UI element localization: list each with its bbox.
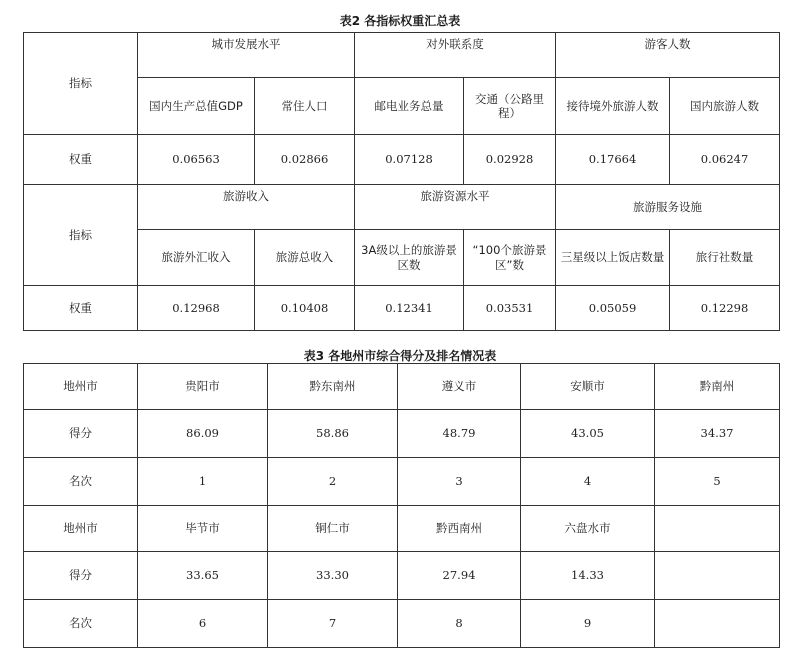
table2-sub-row bbox=[24, 78, 780, 135]
table2-title: 表2 各指标权重汇总表 bbox=[339, 14, 461, 28]
rank-row bbox=[24, 600, 780, 648]
score-value: 34.37 bbox=[655, 410, 780, 458]
rank-value: 7 bbox=[268, 600, 398, 648]
score-row bbox=[24, 410, 780, 458]
score-value bbox=[655, 552, 780, 600]
sub-header: 旅行社数量 bbox=[670, 230, 780, 286]
weight-value: 0.06563 bbox=[138, 135, 255, 185]
sub-header: 旅游外汇收入 bbox=[138, 230, 255, 286]
rank-value: 3 bbox=[398, 458, 521, 506]
indicator-label: 指标 bbox=[24, 185, 138, 286]
city-name: 黔西南州 bbox=[398, 506, 521, 552]
sub-header: 国内旅游人数 bbox=[670, 78, 780, 135]
rank-value bbox=[655, 600, 780, 648]
table2-weight-row bbox=[24, 135, 780, 185]
rank-value: 9 bbox=[521, 600, 655, 648]
sub-header: 三星级以上饭店数量 bbox=[556, 230, 670, 286]
weight-value: 0.06247 bbox=[670, 135, 780, 185]
rank-value: 4 bbox=[521, 458, 655, 506]
score-value: 27.94 bbox=[398, 552, 521, 600]
weight-value: 0.12341 bbox=[355, 286, 464, 331]
weight-value: 0.07128 bbox=[355, 135, 464, 185]
city-name: 毕节市 bbox=[138, 506, 268, 552]
city-name: 铜仁市 bbox=[268, 506, 398, 552]
group-header: 对外联系度 bbox=[355, 33, 556, 78]
rank-value: 2 bbox=[268, 458, 398, 506]
score-value: 33.30 bbox=[268, 552, 398, 600]
sub-header: “100个旅游景区”数 bbox=[464, 230, 556, 286]
weight-label: 权重 bbox=[24, 286, 138, 331]
weights-table bbox=[23, 32, 780, 331]
group-header: 旅游资源水平 bbox=[355, 185, 556, 230]
weight-value: 0.05059 bbox=[556, 286, 670, 331]
sub-header: 邮电业务总量 bbox=[355, 78, 464, 135]
group-header: 城市发展水平 bbox=[138, 33, 355, 78]
weight-value: 0.12968 bbox=[138, 286, 255, 331]
rank-label: 名次 bbox=[24, 600, 138, 648]
table2-sub-row bbox=[24, 230, 780, 286]
weight-value: 0.17664 bbox=[556, 135, 670, 185]
table2-group-row bbox=[24, 185, 780, 230]
score-value: 43.05 bbox=[521, 410, 655, 458]
score-value: 58.86 bbox=[268, 410, 398, 458]
rank-label: 名次 bbox=[24, 458, 138, 506]
group-header: 旅游服务设施 bbox=[556, 185, 780, 230]
city-label: 地州市 bbox=[24, 364, 138, 410]
ranking-table bbox=[23, 363, 780, 648]
sub-header: 常住人口 bbox=[255, 78, 355, 135]
city-name: 贵阳市 bbox=[138, 364, 268, 410]
rank-value: 6 bbox=[138, 600, 268, 648]
city-row bbox=[24, 506, 780, 552]
sub-header: 交通（公路里程） bbox=[464, 78, 556, 135]
city-label: 地州市 bbox=[24, 506, 138, 552]
indicator-label: 指标 bbox=[24, 33, 138, 135]
group-header: 旅游收入 bbox=[138, 185, 355, 230]
table3-title: 表3 各地州市综合得分及排名情况表 bbox=[303, 349, 497, 363]
group-header: 游客人数 bbox=[556, 33, 780, 78]
sub-header: 国内生产总值GDP bbox=[138, 78, 255, 135]
city-name: 六盘水市 bbox=[521, 506, 655, 552]
score-value: 86.09 bbox=[138, 410, 268, 458]
weight-value: 0.02866 bbox=[255, 135, 355, 185]
city-name bbox=[655, 506, 780, 552]
score-value: 48.79 bbox=[398, 410, 521, 458]
weight-value: 0.02928 bbox=[464, 135, 556, 185]
city-row bbox=[24, 364, 780, 410]
table2-group-row bbox=[24, 33, 780, 78]
score-value: 14.33 bbox=[521, 552, 655, 600]
sub-header: 3A级以上的旅游景区数 bbox=[355, 230, 464, 286]
rank-value: 8 bbox=[398, 600, 521, 648]
weight-value: 0.10408 bbox=[255, 286, 355, 331]
score-label: 得分 bbox=[24, 410, 138, 458]
score-value: 33.65 bbox=[138, 552, 268, 600]
weight-value: 0.03531 bbox=[464, 286, 556, 331]
score-label: 得分 bbox=[24, 552, 138, 600]
city-name: 遵义市 bbox=[398, 364, 521, 410]
weight-value: 0.12298 bbox=[670, 286, 780, 331]
sub-header: 旅游总收入 bbox=[255, 230, 355, 286]
city-name: 黔东南州 bbox=[268, 364, 398, 410]
weight-label: 权重 bbox=[24, 135, 138, 185]
score-row bbox=[24, 552, 780, 600]
city-name: 安顺市 bbox=[521, 364, 655, 410]
rank-value: 5 bbox=[655, 458, 780, 506]
rank-row bbox=[24, 458, 780, 506]
rank-value: 1 bbox=[138, 458, 268, 506]
table2-weight-row bbox=[24, 286, 780, 331]
sub-header: 接待境外旅游人数 bbox=[556, 78, 670, 135]
city-name: 黔南州 bbox=[655, 364, 780, 410]
